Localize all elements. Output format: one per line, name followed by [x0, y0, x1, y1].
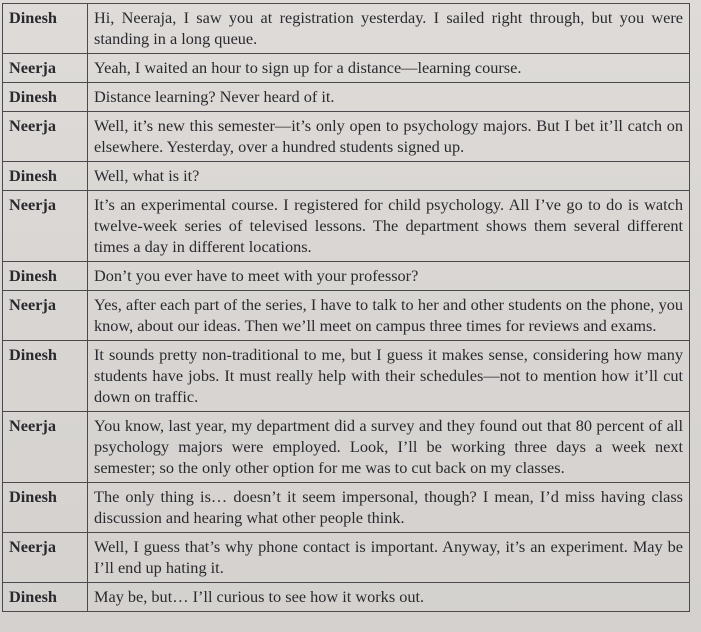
- dialogue-row: [3, 4, 690, 54]
- speaker-name: Neerja: [3, 112, 88, 162]
- speaker-name: Neerja: [3, 533, 88, 583]
- speech-text: You know, last year, my department did a survey and they found out that 80 percent of all psychology majors were employed. Look, I’ll be working three days a week next semester; so the only other option for me was to cut back on my classes.: [88, 412, 690, 483]
- dialogue-row: [3, 54, 690, 83]
- speaker-name: Neerja: [3, 291, 88, 341]
- speech-text: Yes, after each part of the series, I have to talk to her and other students on the phone, you know, about our ideas. Then we’ll meet on campus three times for reviews and exams.: [88, 291, 690, 341]
- dialogue-row: [3, 533, 690, 583]
- speaker-name: Dinesh: [3, 162, 88, 191]
- dialogue-row: [3, 583, 690, 612]
- speaker-name: Dinesh: [3, 262, 88, 291]
- dialogue-row: [3, 191, 690, 262]
- speech-text: It sounds pretty non-traditional to me, but I guess it makes sense, considering how many students have jobs. It must really help with their schedules—not to mention how it’ll cut down on traffic.: [88, 341, 690, 412]
- speech-text: Distance learning? Never heard of it.: [88, 83, 690, 112]
- speech-text: Yeah, I waited an hour to sign up for a distance—learning course.: [88, 54, 690, 83]
- speaker-name: Dinesh: [3, 483, 88, 533]
- dialogue-row: [3, 112, 690, 162]
- speaker-name: Dinesh: [3, 4, 88, 54]
- speech-text: Well, what is it?: [88, 162, 690, 191]
- speech-text: The only thing is… doesn’t it seem impersonal, though? I mean, I’d miss having class discussion and hearing what other people think.: [88, 483, 690, 533]
- speech-text: It’s an experimental course. I registered for child psychology. All I’ve go to do is watch twelve-week series of televised lessons. The department shows them several different times a day in different locations.: [88, 191, 690, 262]
- speaker-name: Neerja: [3, 412, 88, 483]
- speech-text: Don’t you ever have to meet with your professor?: [88, 262, 690, 291]
- dialogue-row: [3, 412, 690, 483]
- speaker-name: Dinesh: [3, 583, 88, 612]
- dialogue-row: [3, 262, 690, 291]
- dialogue-row: [3, 483, 690, 533]
- dialogue-row: [3, 83, 690, 112]
- speech-text: May be, but… I’ll curious to see how it works out.: [88, 583, 690, 612]
- dialogue-row: [3, 291, 690, 341]
- speech-text: Well, it’s new this semester—it’s only open to psychology majors. But I bet it’ll catch on elsewhere. Yesterday, over a hundred students signed up.: [88, 112, 690, 162]
- dialogue-row: [3, 341, 690, 412]
- speaker-name: Dinesh: [3, 83, 88, 112]
- speech-text: Well, I guess that’s why phone contact is important. Anyway, it’s an experiment. May be I’ll end up hating it.: [88, 533, 690, 583]
- speaker-name: Neerja: [3, 54, 88, 83]
- speaker-name: Dinesh: [3, 341, 88, 412]
- speech-text: Hi, Neeraja, I saw you at registration yesterday. I sailed right through, but you were standing in a long queue.: [88, 4, 690, 54]
- dialogue-row: [3, 162, 690, 191]
- dialogue-table: [2, 3, 690, 612]
- speaker-name: Neerja: [3, 191, 88, 262]
